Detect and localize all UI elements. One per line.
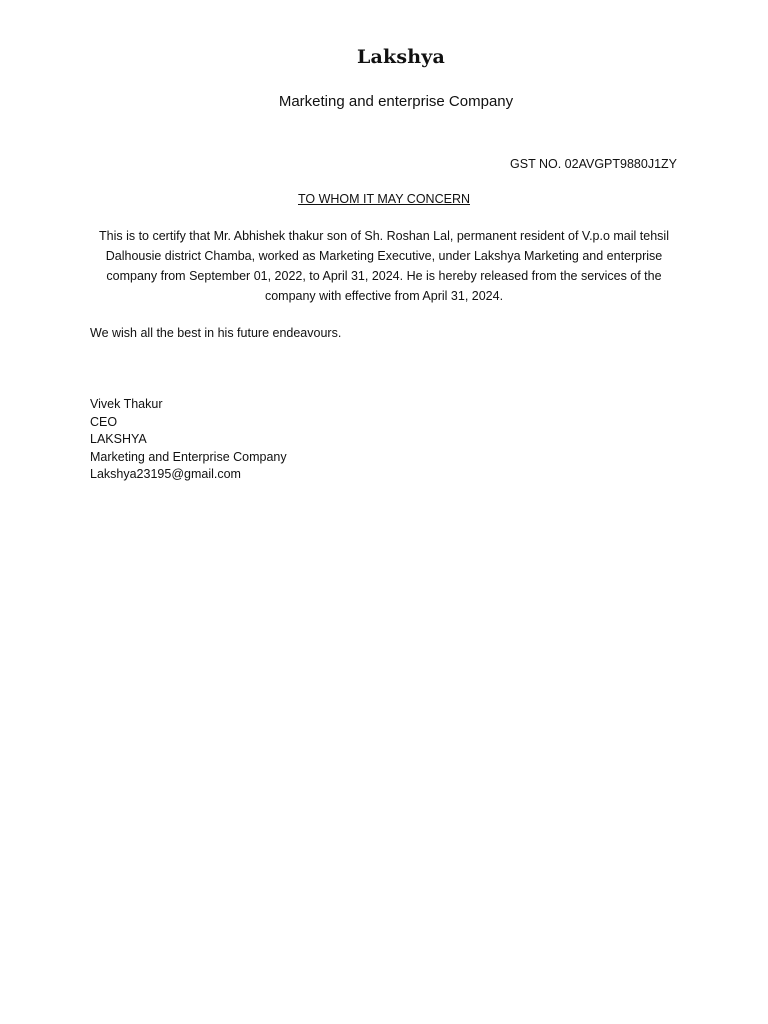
signatory-title: CEO [90,414,118,429]
signatory-company-full: Marketing and Enterprise Company [90,449,287,464]
signatory-email: Lakshya23195@gmail.com [90,467,241,481]
signatory-company: LAKSHYA [90,432,147,446]
signatory-name: Vivek Thakur [90,397,163,411]
company-name: Lakshya [356,46,446,68]
letter-subject: TO WHOM IT MAY CONCERN [298,192,470,206]
letter-closing: We wish all the best in his future endeavours. [90,326,342,340]
letter-body: This is to certify that Mr. Abhishek thakur son of Sh. Roshan Lal, permanent resident of V.p.o mail tehsil Dalhousie district Chamba, worked as Marketing Executive, under Lakshya Marketing and enterprise company from September 01, 2022, to April 31, 2024. He is hereby released from the services of the company with effective from April 31, 2024. [99,229,669,303]
company-tagline: Marketing and enterprise Company [278,93,514,110]
gst-number: GST NO. 02AVGPT9880J1ZY [510,157,677,171]
signature-block [90,396,287,484]
